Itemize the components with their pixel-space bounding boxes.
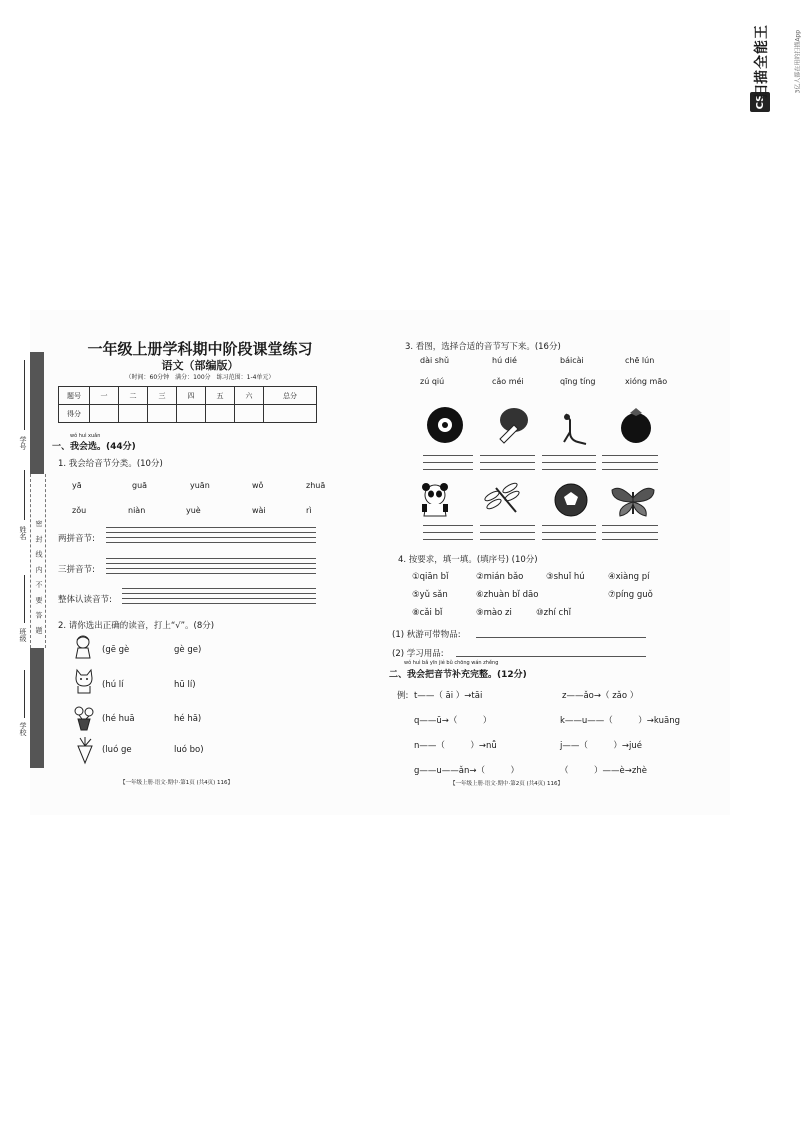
q2-option-b[interactable]: hū lí) [174, 680, 196, 690]
example-label: 例: [397, 691, 409, 701]
xuehao-label: 学号 [19, 436, 27, 450]
exam-info: （时间：60分钟 满分：100分 练习范围：1-4单元） [125, 374, 275, 381]
scanner-watermark [746, 14, 802, 134]
answer-line[interactable] [106, 563, 316, 564]
q3-syllable: xióng māo [625, 377, 668, 386]
binding-strip-bottom [30, 648, 44, 768]
q3-title: 3. 看图，选择合适的音节写下来。(16分) [405, 342, 561, 352]
q3-syllable: hú dié [492, 356, 517, 365]
xingming-label: 姓名 [19, 526, 27, 540]
q1-title: 1. 我会给音节分类。(10分) [58, 459, 163, 469]
cabbage-icon [492, 405, 532, 445]
answer-line[interactable] [106, 527, 316, 528]
fill-syllable[interactable]: g——u——ǎn→（ ） [414, 766, 520, 776]
section2-pinyin: wǒ huì bǎ yīn jié bǔ chōng wán zhěng [404, 660, 499, 666]
answer-line[interactable] [423, 525, 473, 526]
example-left: t——（ āi ）→tāi [414, 691, 483, 701]
answer-line[interactable] [106, 568, 316, 569]
q4-item: ⑥zhuàn bǐ dāo [476, 590, 539, 600]
fill-syllable[interactable]: （ ）——è→zhè [560, 766, 647, 776]
q4-item: ⑨mào zi [476, 608, 512, 618]
score-header: 六 [235, 387, 264, 405]
banji-line [24, 575, 25, 623]
answer-line[interactable] [106, 573, 316, 574]
answer-line[interactable] [423, 462, 473, 463]
score-cell[interactable] [235, 405, 264, 423]
panda-icon [418, 482, 452, 518]
exam-title: 一年级上册学科期中阶段课堂练习 [87, 340, 313, 358]
answer-line[interactable] [542, 539, 596, 540]
q4-item: ①qiān bǐ [412, 572, 449, 582]
flowers-icon [70, 703, 98, 731]
q2-option-a[interactable]: (hú lí [102, 680, 124, 690]
answer-line[interactable] [122, 598, 316, 599]
answer-line[interactable] [106, 558, 316, 559]
q4-fill-1: (1) 秋游可带物品: [392, 630, 461, 640]
q2-option-b[interactable]: gè ge) [174, 645, 202, 655]
q2-title: 2. 请你选出正确的读音，打上“√”。(8分) [58, 621, 215, 631]
two-syllable-label: 两拼音节: [58, 534, 95, 544]
q4-title: 4. 按要求，填一填。(填序号) (10分) [398, 555, 538, 565]
score-header: 二 [119, 387, 148, 405]
q1-syllable: zhuā [306, 481, 326, 490]
dragonfly-icon [484, 482, 524, 518]
answer-line[interactable] [542, 462, 596, 463]
score-cell[interactable] [148, 405, 177, 423]
score-header: 一 [90, 387, 119, 405]
tire-icon [425, 405, 465, 445]
whole-syllable-label: 整体认读音节: [58, 595, 112, 605]
q1-syllable: yā [72, 481, 82, 490]
score-header: 五 [206, 387, 235, 405]
score-header-row [59, 387, 317, 405]
q1-syllable: wài [252, 506, 266, 515]
banji-label: 班级 [19, 628, 27, 642]
binding-strip-top [30, 352, 44, 474]
fill-syllable[interactable]: q——ū→（ ） [414, 716, 492, 726]
butterfly-icon [610, 484, 656, 518]
q1-syllable: niàn [128, 506, 146, 515]
xuexiao-label: 学校 [19, 722, 27, 736]
q2-option-b[interactable]: hé hā) [174, 714, 202, 724]
answer-line[interactable] [106, 537, 316, 538]
answer-line[interactable] [542, 469, 596, 470]
q4-item: ③shuǐ hú [546, 572, 585, 582]
strawberry-icon [616, 405, 656, 445]
q3-syllable: chē lún [625, 356, 655, 365]
section1-title: 一、我会选。(44分) [52, 442, 136, 452]
radish-icon [72, 736, 98, 764]
answer-line[interactable] [602, 525, 658, 526]
cat-icon [72, 668, 96, 694]
page-footer-right: 【一年级上册·语文·期中·第2页 (共4页) 116】 [450, 781, 564, 787]
q3-syllable: dài shǔ [420, 356, 450, 365]
q1-syllable: wǒ [252, 481, 264, 490]
answer-line[interactable] [602, 462, 658, 463]
watermark-name: 扫描全能王 [754, 24, 770, 99]
score-header: 总分 [264, 387, 317, 405]
answer-line[interactable] [106, 542, 316, 543]
answer-line[interactable] [602, 455, 658, 456]
score-header: 三 [148, 387, 177, 405]
q1-syllable: yuān [190, 481, 210, 490]
score-header: 题号 [59, 387, 90, 405]
q3-syllable: qīng tíng [560, 377, 596, 386]
fill-syllable[interactable]: j——（ ）→jué [560, 741, 642, 751]
girl-icon [72, 634, 94, 660]
fill-syllable[interactable]: k——u——（ ）→kuāng [560, 716, 680, 726]
q2-option-a[interactable]: (hé huā [102, 714, 135, 724]
score-cell[interactable] [119, 405, 148, 423]
answer-line[interactable] [480, 532, 535, 533]
answer-line[interactable] [122, 588, 316, 589]
q4-item: ⑩zhí chǐ [536, 608, 571, 618]
section1-pinyin: wǒ huì xuǎn [70, 433, 101, 439]
score-cell[interactable] [264, 405, 317, 423]
football-icon [553, 482, 589, 518]
q3-syllable: báicài [560, 356, 584, 365]
q4-item: ②mián bǎo [476, 572, 524, 582]
answer-line[interactable] [423, 539, 473, 540]
fill-syllable[interactable]: n——（ ）→nǚ [414, 741, 497, 751]
answer-line[interactable] [476, 637, 646, 638]
q4-item: ⑧cǎi bǐ [412, 608, 443, 618]
q2-option-a[interactable]: (luó ge [102, 745, 132, 755]
score-cell[interactable] [90, 405, 119, 423]
section2-title: 二、我会把音节补充完整。(12分) [389, 670, 527, 680]
score-cell[interactable] [177, 405, 206, 423]
answer-line[interactable] [542, 532, 596, 533]
xuexiao-line [24, 670, 25, 718]
q3-syllable: cǎo méi [492, 377, 524, 386]
answer-line[interactable] [423, 532, 473, 533]
answer-line[interactable] [480, 539, 535, 540]
page-footer-left: 【一年级上册·语文·期中·第1页 (共4页) 116】 [120, 780, 234, 786]
answer-line[interactable] [602, 532, 658, 533]
score-row [59, 405, 317, 423]
q4-fill-2: (2) 学习用品: [392, 649, 444, 659]
q2-option-a[interactable]: (gē gè [102, 645, 130, 655]
answer-line[interactable] [602, 469, 658, 470]
q2-option-b[interactable]: luó bo) [174, 745, 204, 755]
q1-syllable: zǒu [72, 506, 87, 515]
answer-line[interactable] [122, 593, 316, 594]
answer-line[interactable] [456, 656, 646, 657]
answer-line[interactable] [480, 469, 535, 470]
answer-line[interactable] [480, 525, 535, 526]
example-right: z——ǎo→（ zǎo ） [562, 691, 639, 701]
q4-item: ⑦píng guǒ [608, 590, 653, 600]
xuehao-line [24, 360, 25, 430]
score-cell[interactable] [206, 405, 235, 423]
answer-line[interactable] [122, 603, 316, 604]
q1-syllable: yuè [186, 506, 201, 515]
answer-line[interactable] [106, 532, 316, 533]
answer-line[interactable] [542, 525, 596, 526]
answer-line[interactable] [542, 455, 596, 456]
xingming-line [24, 470, 25, 520]
q4-item: ⑤yǔ sǎn [412, 590, 448, 600]
binding-notice: 密 封 线 内 不 要 答 题 [35, 520, 43, 637]
watermark-tagline: 3亿人都在用的扫描App [794, 29, 802, 94]
answer-line[interactable] [602, 539, 658, 540]
score-header: 四 [177, 387, 206, 405]
exam-subtitle: 语文（部编版） [161, 359, 239, 372]
answer-line[interactable] [480, 462, 535, 463]
answer-line[interactable] [480, 455, 535, 456]
q1-syllable: guā [132, 481, 148, 490]
three-syllable-label: 三拼音节: [58, 565, 95, 575]
q4-item: ④xiàng pí [608, 572, 650, 582]
answer-line[interactable] [423, 455, 473, 456]
kangaroo-icon [556, 410, 590, 446]
answer-line[interactable] [423, 469, 473, 470]
score-row-label: 得分 [59, 405, 90, 423]
camscanner-logo-icon: CS [750, 92, 770, 112]
score-table [58, 386, 317, 423]
q1-syllable: rì [306, 506, 312, 515]
q3-syllable: zú qiú [420, 377, 445, 386]
